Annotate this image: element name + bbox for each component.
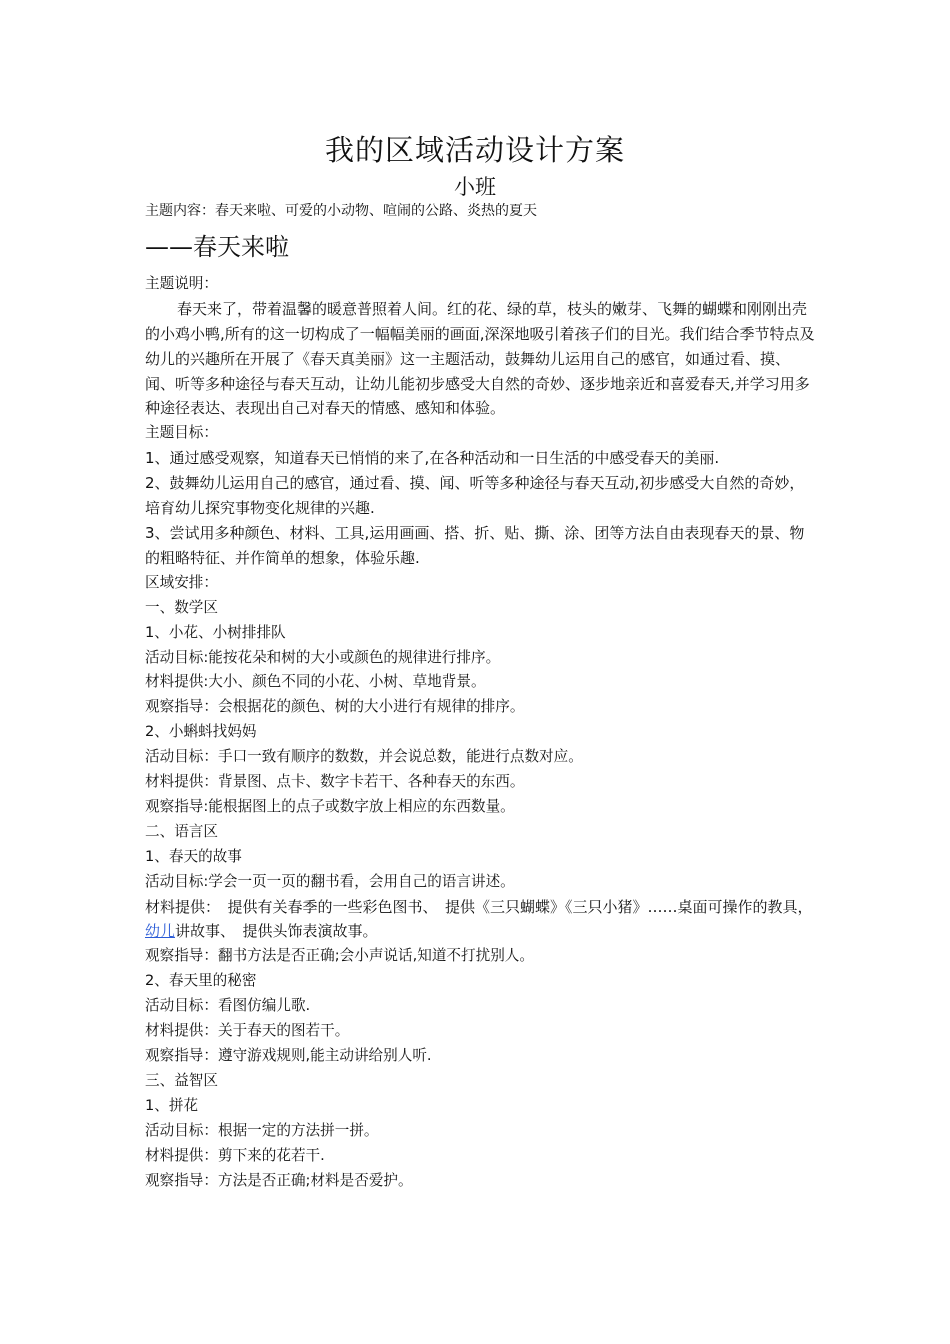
language-material-text-a: 材料提供： 提供有关春季的一些彩色图书、 提供《三只蝴蝶》《三只小猪》……桌面可操作的教具， (145, 897, 813, 916)
theme-goal-3: 3、尝试用多种颜色、材料、工具,运用画画、搭、折、贴、撕、涂、团等方法自由表现春天的景、物的粗略特征、并作简单的想象，体验乐趣. (145, 523, 805, 567)
document-subtitle: 小班 (454, 175, 496, 199)
math-activity-2-observe: 观察指导:能根据图上的点子或数字放上相应的东西数量。 (145, 797, 515, 815)
language-material-text-b: 讲故事、 提供头饰表演故事。 (175, 922, 378, 941)
puzzle-activity-1-goal: 活动目标：根据一定的方法拼一拼。 (145, 1121, 379, 1139)
language-activity-2-goal: 活动目标：看图仿编儿歌. (145, 997, 311, 1015)
math-activity-1-observe: 观察指导：会根据花的颜色、树的大小进行有规律的排序。 (145, 698, 525, 716)
theme-content: 主题内容：春天来啦、可爱的小动物、喧闹的公路、炎热的夏天 (145, 203, 537, 219)
document-body (145, 199, 815, 1193)
language-activity-1-material (145, 895, 815, 945)
section-heading: ——春天来啦 (145, 232, 289, 261)
child-link[interactable]: 幼儿 (145, 922, 176, 941)
math-area-heading: 一、数学区 (145, 598, 218, 616)
puzzle-activity-1-material: 材料提供：剪下来的花若干. (145, 1146, 325, 1164)
language-activity-2-material: 材料提供：关于春天的图若干。 (145, 1022, 350, 1040)
theme-goals-label: 主题目标： (145, 424, 218, 442)
language-activity-1-goal: 活动目标:学会一页一页的翻书看，会用自己的语言讲述。 (145, 872, 515, 890)
puzzle-activity-1-title: 1、拼花 (145, 1096, 199, 1114)
math-activity-1-title: 1、小花、小树排排队 (145, 623, 286, 641)
math-activity-1-goal: 活动目标:能按花朵和树的大小或颜色的规律进行排序。 (145, 648, 501, 666)
puzzle-activity-1-observe: 观察指导：方法是否正确;材料是否爱护。 (145, 1171, 413, 1189)
language-activity-1-observe: 观察指导：翻书方法是否正确;会小声说话,知道不打扰别人。 (145, 947, 534, 965)
theme-goal-1: 1、通过感受观察，知道春天已悄悄的来了,在各种活动和一日生活的中感受春天的美丽. (145, 449, 720, 468)
math-activity-1-material: 材料提供:大小、颜色不同的小花、小树、草地背景。 (145, 673, 486, 691)
theme-description-paragraph: 春天来了，带着温馨的暖意普照着人间。红的花、绿的草，枝头的嫩芽、飞舞的蝴蝶和刚刚出壳的小鸡小鸭,所有的这一切构成了一幅幅美丽的画面,深深地吸引着孩子们的目光。我们结合季节特点及幼儿的兴趣所在开展了《春天真美丽》这一主题活动，鼓舞幼儿运用自己的感官，如通过看、摸、闻、听等多种途径与春天互动，让幼儿能初步感受大自然的奇妙、逐步地亲近和喜爱春天,并学习用多种途径表达、表现出自己对春天的情感、感知和体验。 (145, 299, 815, 418)
theme-goal-2: 2、鼓舞幼儿运用自己的感官，通过看、摸、闻、听等多种途径与春天互动,初步感受大自然的奇妙，培育幼儿探究事物变化规律的兴趣. (145, 474, 805, 518)
math-activity-2-title: 2、小蝌蚪找妈妈 (145, 723, 257, 741)
area-arrangement-label: 区域安排： (145, 573, 218, 591)
math-activity-2-goal: 活动目标：手口一致有顺序的数数，并会说总数，能进行点数对应。 (145, 748, 583, 766)
language-activity-2-title: 2、春天里的秘密 (145, 972, 257, 990)
theme-description-label: 主题说明： (145, 274, 218, 292)
language-activity-1-title: 1、春天的故事 (145, 847, 242, 865)
language-area-heading: 二、语言区 (145, 822, 218, 840)
language-activity-2-observe: 观察指导：遵守游戏规则,能主动讲给别人听. (145, 1047, 432, 1064)
puzzle-area-heading: 三、益智区 (145, 1071, 218, 1089)
document-title: 我的区域活动设计方案 (324, 133, 625, 167)
math-activity-2-material: 材料提供：背景图、点卡、数字卡若干、各种春天的东西。 (145, 773, 525, 791)
